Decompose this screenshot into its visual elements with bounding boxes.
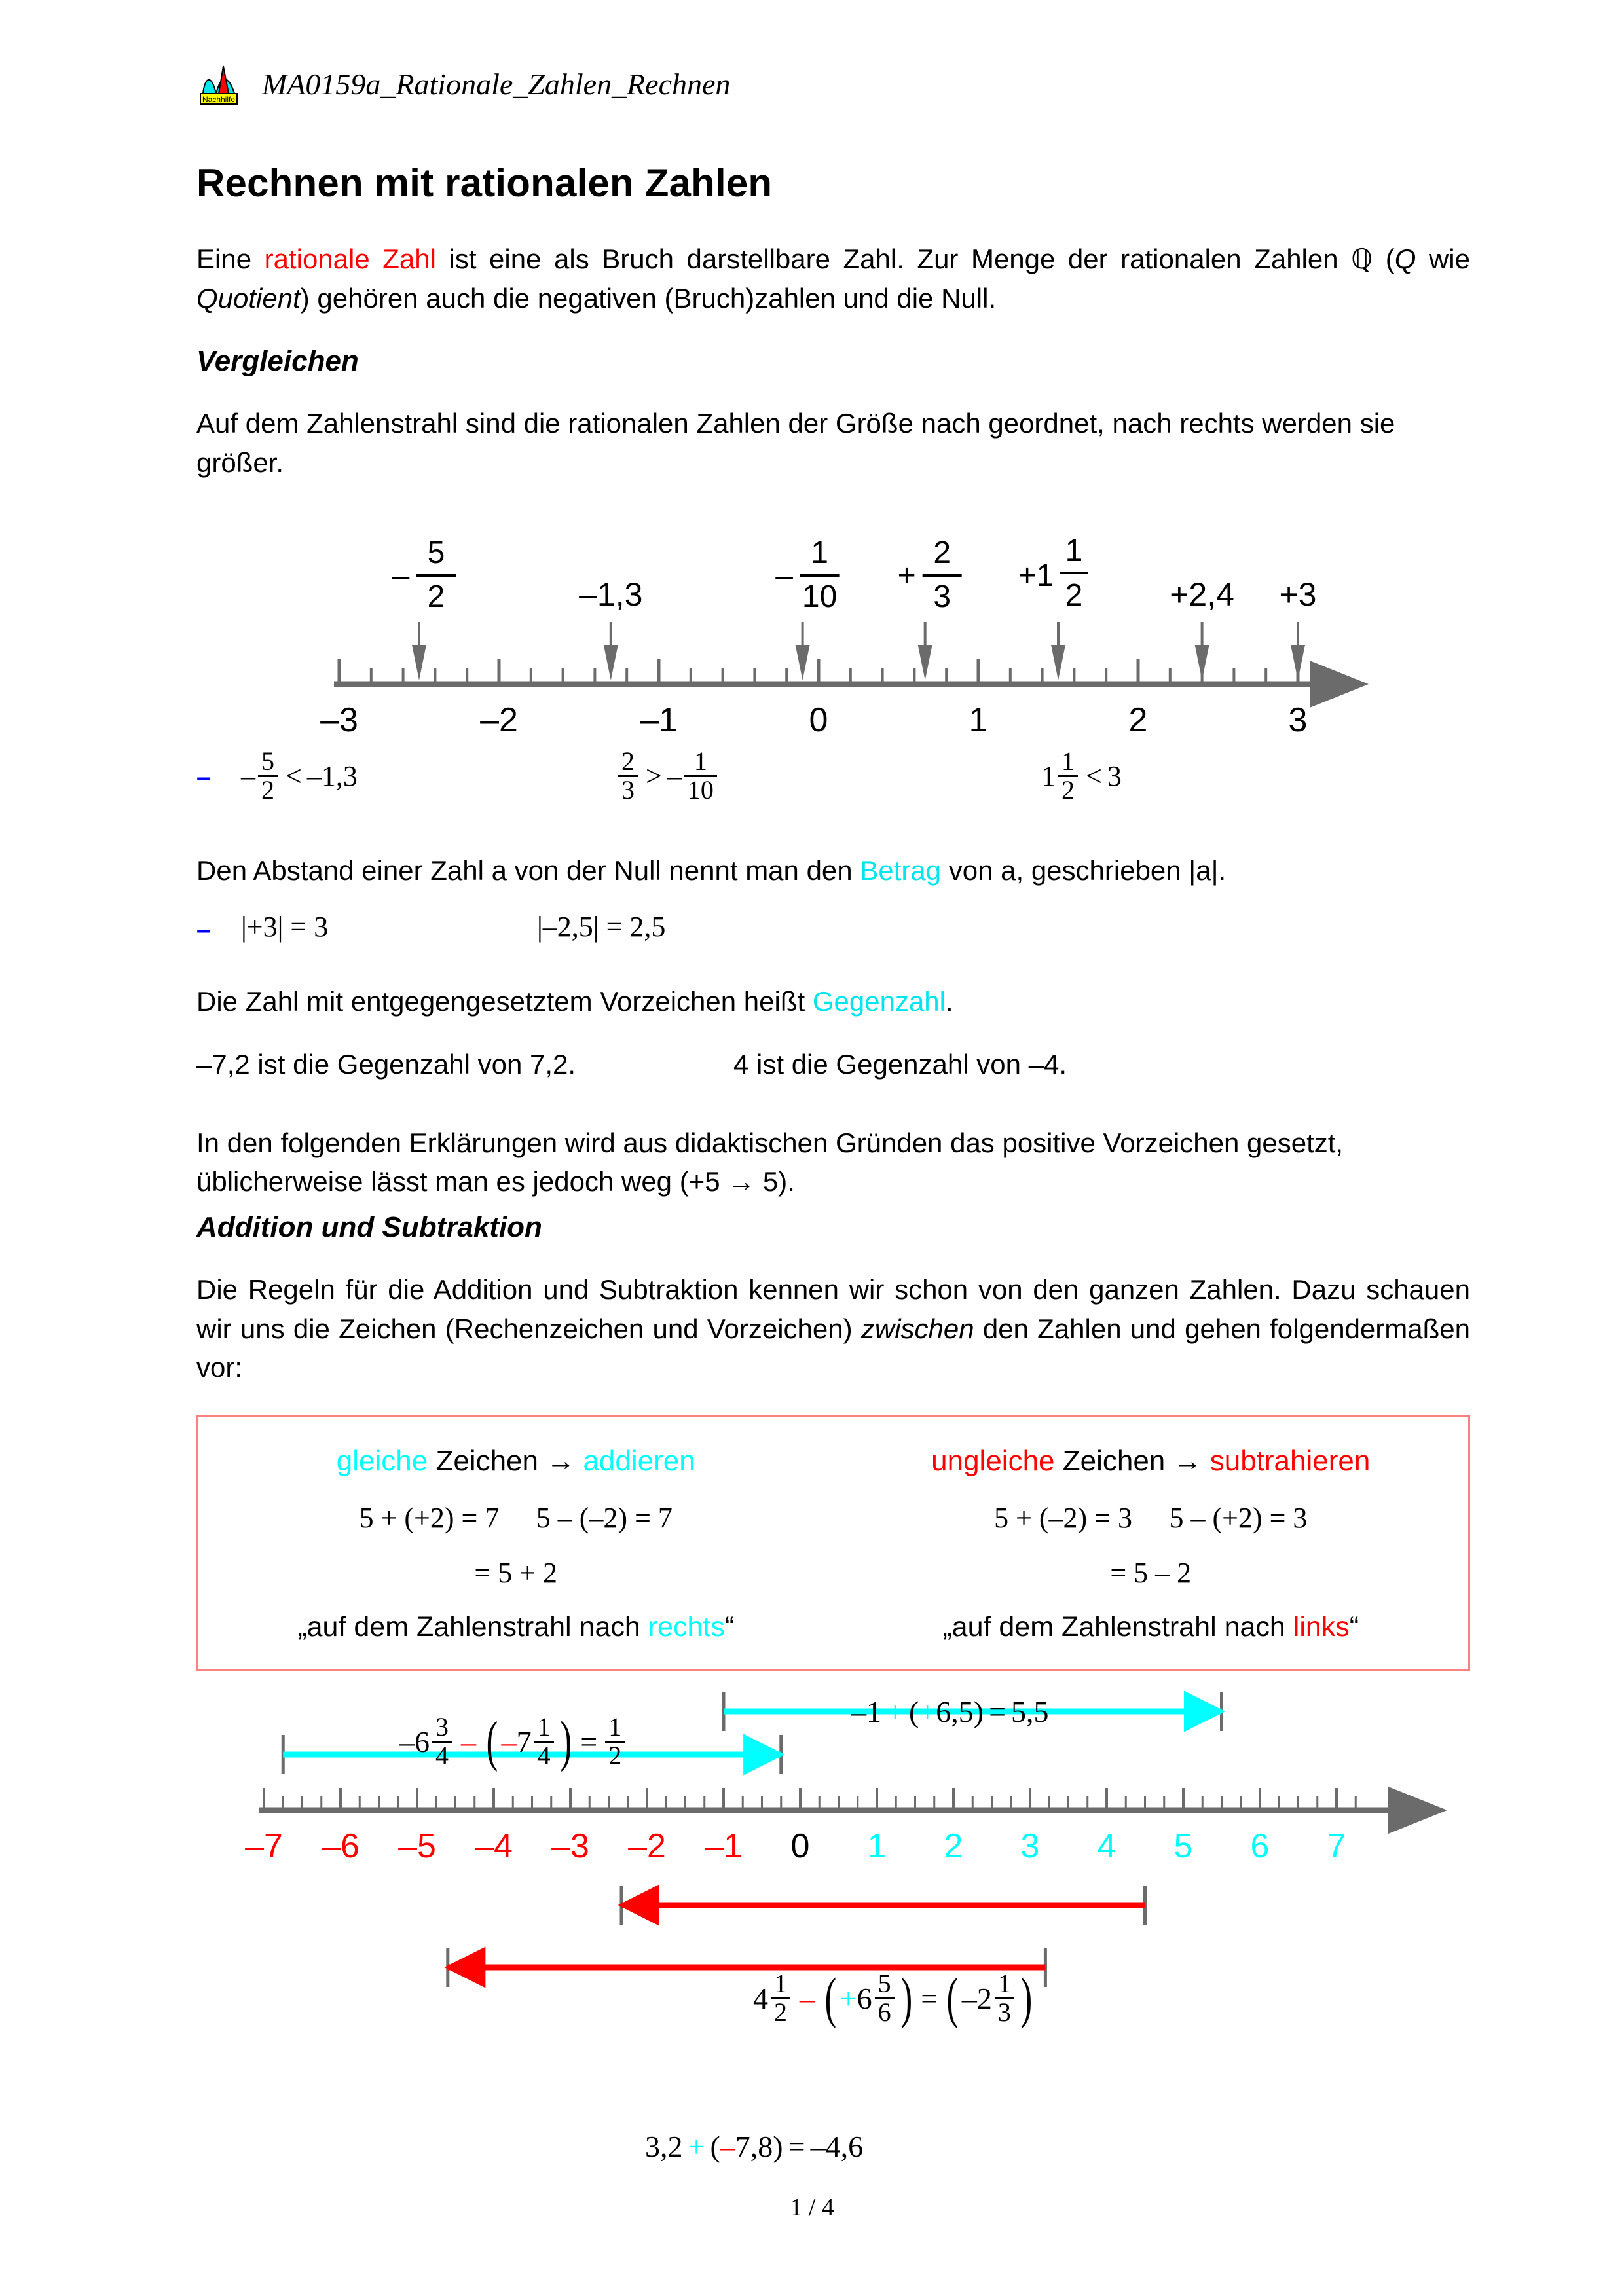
axis-tick-label: –3 <box>320 701 358 739</box>
value-markers <box>392 534 1317 680</box>
document-title: MA0159a_Rationale_Zahlen_Rechnen <box>262 67 731 101</box>
eq-d-res: –4,6 <box>810 2130 864 2163</box>
bullet-dash-1: – <box>196 763 212 792</box>
eq-a-op: – <box>461 1724 476 1758</box>
rules-column-equal-signs <box>198 1417 834 1669</box>
betrag-example-2: |–2,5| = 2,5 <box>537 910 666 943</box>
svg-text:–: – <box>775 558 793 593</box>
rules-left-head-3: addieren <box>583 1445 695 1477</box>
rules-left-eq-c: = 5 + 2 <box>474 1557 558 1589</box>
rules-left-foot-3: “ <box>724 1611 735 1643</box>
ex3-whole: 1 <box>1041 759 1056 792</box>
axis-tick-label: 3 <box>1020 1827 1040 1865</box>
svg-text:–: – <box>392 558 410 593</box>
ex2-numerator: 2 <box>621 746 635 776</box>
eq-b-open: ( <box>908 1695 919 1728</box>
svg-text:2: 2 <box>1065 578 1083 613</box>
ex2-denominator: 3 <box>618 775 638 804</box>
axis-tick-label: 1 <box>867 1827 887 1865</box>
ex3-numerator: 1 <box>1061 746 1075 776</box>
svg-text:Nachhilfe: Nachhilfe <box>202 95 236 104</box>
gegenzahl-block <box>196 982 1470 1229</box>
eq-a-res-den: 2 <box>605 1741 625 1770</box>
rules-right-eq-a: 5 + (–2) = 3 <box>994 1502 1133 1534</box>
compare-examples-row <box>196 743 1470 815</box>
axis-tick-label: 2 <box>1128 701 1148 739</box>
compare-example-1 <box>241 748 358 804</box>
eq-c-p-den: 6 <box>875 1997 895 2026</box>
rules-left-foot-1: „auf dem Zahlenstrahl nach <box>297 1611 648 1643</box>
eq-a-pwhole-sign: – <box>501 1724 517 1758</box>
marker-6 <box>1279 576 1316 680</box>
eq-d-a: 3,2 <box>645 2130 683 2163</box>
eq-c-num: 1 <box>774 1969 787 1998</box>
axis-tick-label: 7 <box>1327 1827 1346 1865</box>
eq-b-op: + <box>887 1695 904 1728</box>
intro-text-4: wie <box>1416 244 1470 274</box>
rules-right-foot-1: „auf dem Zahlenstrahl nach <box>942 1611 1293 1643</box>
rules-right-head-2: Zeichen → <box>1054 1445 1210 1477</box>
eq-b-res: 5,5 <box>1011 1695 1049 1728</box>
eq-c-whole: 4 <box>753 1981 768 2015</box>
ex2-rhs-numerator: 1 <box>693 746 707 776</box>
ex2-rhs-denominator: 10 <box>684 775 717 804</box>
eq-c-paren-close: ) <box>900 1966 912 2030</box>
eq-c-den: 2 <box>771 1997 790 2026</box>
intro-paragraph <box>196 240 1470 318</box>
betrag-highlight: Betrag <box>860 855 942 886</box>
eq-a-p-den: 4 <box>534 1741 554 1770</box>
ex2-relation: > <box>646 759 662 792</box>
addition-italic: zwischen <box>860 1313 974 1344</box>
axis-tick-label: 6 <box>1250 1827 1270 1865</box>
eq-c-pwhole: 6 <box>857 1981 872 2015</box>
rules-column-unequal-signs <box>834 1417 1469 1669</box>
eq-a-pwhole: 7 <box>516 1724 532 1758</box>
eq-c-paren-open: ( <box>824 1966 837 2030</box>
nachhilfe-logo-icon <box>196 62 248 105</box>
eq-c-psign: + <box>840 1981 857 2015</box>
arrow-arrow-c <box>621 1886 1145 1925</box>
axis-tick-labels <box>320 701 1307 739</box>
axis-tick-label: 0 <box>809 701 828 739</box>
ex1-denominator: 2 <box>258 775 278 804</box>
document-header <box>196 62 730 105</box>
rules-left-footer <box>198 1611 834 1643</box>
svg-text:+1: +1 <box>1018 558 1054 593</box>
section-heading-vergleichen: Vergleichen <box>196 345 359 378</box>
eq-d-open: ( <box>710 2130 720 2163</box>
rules-right-head-3: subtrahieren <box>1209 1445 1371 1477</box>
eq-b-sign: + <box>919 1695 936 1728</box>
marker-1 <box>579 576 642 680</box>
ex2-fraction-left <box>618 748 638 804</box>
svg-text:+: + <box>897 558 916 593</box>
gegenzahl-text-2: . <box>946 986 953 1017</box>
axis-tick-label: 0 <box>790 1827 810 1865</box>
eq-a-den: 4 <box>432 1741 452 1770</box>
betrag-block <box>196 851 1470 962</box>
axis-tick-label: –2 <box>480 701 518 739</box>
betrag-paragraph <box>196 851 1470 890</box>
eq-a-res-num: 1 <box>608 1712 622 1741</box>
intro-highlight: rationale Zahl <box>264 244 436 274</box>
rules-right-eq-b: 5 – (+2) = 3 <box>1169 1502 1308 1534</box>
q-italic: Q <box>1394 244 1416 274</box>
rules-right-foot-2: links <box>1293 1611 1350 1643</box>
svg-text:3: 3 <box>933 579 951 614</box>
number-line-addsub <box>0 1689 1624 2187</box>
axis-tick-label: –2 <box>628 1827 666 1865</box>
addition-paragraph <box>196 1270 1470 1387</box>
eq-c-rparen-open: ( <box>946 1966 959 2030</box>
gegenzahl-paragraph <box>196 982 1470 1021</box>
ex3-rhs: 3 <box>1107 759 1122 792</box>
marker-5 <box>1170 576 1234 680</box>
page-title: Rechnen mit rationalen Zahlen <box>196 161 773 205</box>
rules-right-head-1: ungleiche <box>931 1445 1055 1477</box>
gegenzahl-example-left: –7,2 ist die Gegenzahl von 7,2. <box>196 1048 576 1080</box>
eq-c-p-num: 5 <box>877 1969 891 1998</box>
ex3-relation: < <box>1086 759 1102 792</box>
intro-text-3: ( <box>1373 244 1395 274</box>
eq-c-r-num: 1 <box>997 1969 1011 1998</box>
ex2-sign: – <box>667 759 682 792</box>
rules-right-eq-c: = 5 – 2 <box>1110 1557 1192 1589</box>
marker-label: +3 <box>1279 576 1317 613</box>
axis-tick-label: 5 <box>1173 1827 1193 1865</box>
eq-b-val: 6,5) <box>936 1695 984 1728</box>
svg-text:10: 10 <box>802 579 838 614</box>
bullet-dash-2: – <box>196 915 212 944</box>
svg-text:5: 5 <box>427 536 445 570</box>
eq-d-val: 7,8) <box>735 2130 783 2163</box>
intro-text-5: ) gehören auch die negativen (Bruch)zahlen und die Null. <box>300 282 997 314</box>
eq-a-paren-close: ) <box>560 1709 572 1773</box>
compare-example-2 <box>616 748 720 804</box>
marker-0 <box>392 536 456 680</box>
rules-left-result-row <box>198 1556 834 1590</box>
betrag-text-2: von a, geschrieben |a|. <box>941 855 1227 886</box>
svg-text:1: 1 <box>811 536 828 570</box>
marker-3 <box>898 536 962 680</box>
compare-example-3 <box>1041 748 1122 804</box>
ex1-fraction <box>258 748 278 804</box>
addition-block <box>196 1211 1470 1415</box>
ex3-denominator: 2 <box>1058 775 1078 804</box>
svg-text:2: 2 <box>427 579 445 614</box>
arrow-arrow-d <box>448 1948 1046 1987</box>
axis-tick-label: –7 <box>245 1827 283 1865</box>
rules-right-foot-3: “ <box>1349 1611 1359 1643</box>
eq-c-rwhole: –2 <box>961 1981 992 2015</box>
section-heading-addition: Addition und Subtraktion <box>196 1211 542 1243</box>
intro-text-1: Eine <box>196 244 265 274</box>
svg-text:2: 2 <box>933 536 951 570</box>
axis-tick-label: –3 <box>551 1827 589 1865</box>
gegenzahl-examples-row <box>196 1049 1470 1101</box>
rules-box <box>196 1415 1470 1671</box>
marker-label: +2,4 <box>1170 576 1234 613</box>
ex2-fraction-right <box>684 748 717 804</box>
rules-right-heading <box>834 1445 1469 1478</box>
rules-left-foot-2: rechts <box>648 1611 725 1643</box>
betrag-example-1: |+3| = 3 <box>241 910 329 943</box>
eq-c-equals: = <box>921 1981 938 2015</box>
eq-d-eq: = <box>788 2130 805 2163</box>
marker-4 <box>1018 534 1088 680</box>
eq-b-eq: = <box>989 1695 1006 1728</box>
gegenzahl-highlight: Gegenzahl <box>812 986 946 1017</box>
eq-c-op: – <box>800 1981 815 2015</box>
axis-tick-label: 4 <box>1097 1827 1116 1865</box>
ex3-fraction <box>1058 748 1078 804</box>
axis-tick-label: 3 <box>1288 701 1308 739</box>
axis-tick-label: –6 <box>322 1827 360 1865</box>
ex1-numerator: 5 <box>261 746 274 776</box>
eq-a-p-num: 1 <box>537 1712 551 1741</box>
ex1-relation: < <box>286 759 302 792</box>
gegenzahl-example-right: 4 ist die Gegenzahl von –4. <box>733 1048 1067 1080</box>
eq-a-num: 3 <box>435 1712 449 1741</box>
rules-left-eq-a: 5 + (+2) = 7 <box>359 1502 500 1534</box>
axis-ticks-2 <box>264 1788 1356 1808</box>
quotient-italic: Quotient <box>196 282 301 314</box>
axis-tick-label: –4 <box>475 1827 513 1865</box>
rules-right-result-row <box>834 1556 1469 1590</box>
eq-b-a: –1 <box>851 1695 881 1728</box>
vergleichen-paragraph: Auf dem Zahlenstrahl sind die rationalen Zahlen der Größe nach geordnet, nach rechts werden sie größer. <box>196 408 1395 478</box>
addition-text-2: den Zahlen und gehen folgendermaßen vor: <box>196 1313 1470 1383</box>
eq-c-rparen-close: ) <box>1020 1966 1033 2030</box>
addition-text-1: Die Regeln für die Addition und Subtraktion kennen wir schon von den ganzen Zahlen. Dazu schauen wir uns die Zeichen (Rechenzeichen und Vorzeichen) <box>196 1274 1470 1344</box>
marker-2 <box>775 536 839 680</box>
number-line-compare <box>0 524 1624 776</box>
axis-tick-label: –5 <box>398 1827 436 1865</box>
eq-a-equals: = <box>580 1724 598 1758</box>
rules-left-heading <box>198 1445 834 1478</box>
q-set-symbol: ℚ <box>1351 243 1373 275</box>
rules-right-equations-row <box>834 1501 1469 1535</box>
betrag-examples-row <box>196 910 1470 962</box>
eq-a-whole: –6 <box>399 1724 430 1758</box>
intro-text-2: ist eine als Bruch darstellbare Zahl. Zur Menge der rationalen Zahlen <box>435 244 1352 274</box>
axis-tick-label: 1 <box>969 701 988 739</box>
page-footer: 1 / 4 <box>790 2194 834 2221</box>
rules-left-equations-row <box>198 1501 834 1535</box>
main-content <box>196 160 1470 510</box>
arrow-arrow-b <box>724 1692 1222 1731</box>
betrag-text-1: Den Abstand einer Zahl a von der Null nennt man den <box>196 855 860 886</box>
rules-left-head-1: gleiche <box>336 1445 428 1477</box>
ex1-rhs: –1,3 <box>306 759 358 792</box>
eq-c-r-den: 3 <box>995 1997 1014 2026</box>
rules-right-footer <box>834 1611 1469 1643</box>
axis-tick-label: –1 <box>640 701 678 739</box>
vorzeichen-paragraph: In den folgenden Erklärungen wird aus didaktischen Gründen das positive Vorzeichen gesetzt, üblicherweise lässt man es jedoch weg (+5 → 5). <box>196 1127 1344 1197</box>
eq-d-op: + <box>688 2130 705 2163</box>
rules-left-head-2: Zeichen → <box>428 1445 583 1477</box>
eq-d-sign: – <box>720 2130 735 2163</box>
arrow-arrow-a <box>283 1735 781 1774</box>
axis-ticks <box>339 659 1298 682</box>
rules-left-eq-b: 5 – (–2) = 7 <box>536 1502 673 1534</box>
axis-tick-labels-2 <box>245 1827 1346 1865</box>
eq-a-paren-open: ( <box>486 1709 498 1773</box>
ex1-sign: – <box>241 759 255 792</box>
axis-tick-label: 2 <box>944 1827 963 1865</box>
axis-tick-label: –1 <box>705 1827 743 1865</box>
svg-text:1: 1 <box>1065 534 1083 568</box>
gegenzahl-text-1: Die Zahl mit entgegengesetztem Vorzeichen heißt <box>196 986 813 1017</box>
marker-label: –1,3 <box>579 576 643 613</box>
